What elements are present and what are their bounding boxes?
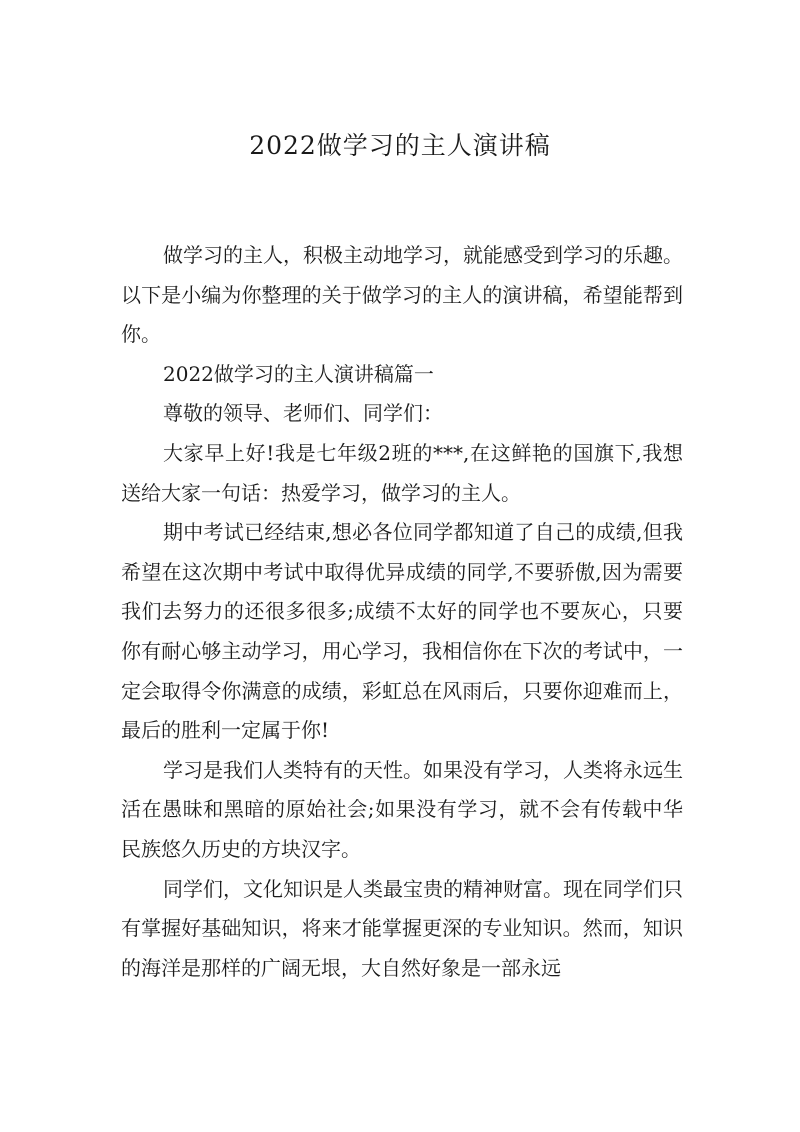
paragraph-learning-nature: 学习是我们人类特有的天性。如果没有学习，人类将永远生活在愚昧和黑暗的原始社会;如果没有学习，就不会有传载中华民族悠久历史的方块汉字。 — [121, 757, 683, 861]
paragraph-greeting: 大家早上好!我是七年级2班的***,在这鲜艳的国旗下,我想送给大家一句话：热爱学习，做学习的主人。 — [121, 440, 683, 505]
document-body — [121, 236, 683, 988]
document-title: 2022做学习的主人演讲稿 — [249, 131, 551, 160]
paragraph-intro: 做学习的主人，积极主动地学习，就能感受到学习的乐趣。以下是小编为你整理的关于做学习的主人的演讲稿，希望能帮到你。 — [121, 243, 683, 347]
paragraph-section-heading: 2022做学习的主人演讲稿篇一 — [163, 361, 434, 386]
paragraph-salutation: 尊敬的领导、老师们、同学们： — [163, 401, 443, 426]
paragraph-knowledge: 同学们，文化知识是人类最宝贵的精神财富。现在同学们只有掌握好基础知识，将来才能掌握更深的专业知识。然而，知识的海洋是那样的广阔无垠，大自然好象是一部永远 — [121, 876, 683, 980]
paragraph-exam: 期中考试已经结束,想必各位同学都知道了自己的成绩,但我希望在这次期中考试中取得优异成绩的同学,不要骄傲,因为需要我们去努力的还很多很多;成绩不太好的同学也不要灰心，只要你有耐心够主动学习，用心学习，我相信你在下次的考试中，一定会取得令你满意的成绩，彩虹总在风雨后，只要你迎难而上，最后的胜利一定属于你! — [121, 520, 683, 743]
